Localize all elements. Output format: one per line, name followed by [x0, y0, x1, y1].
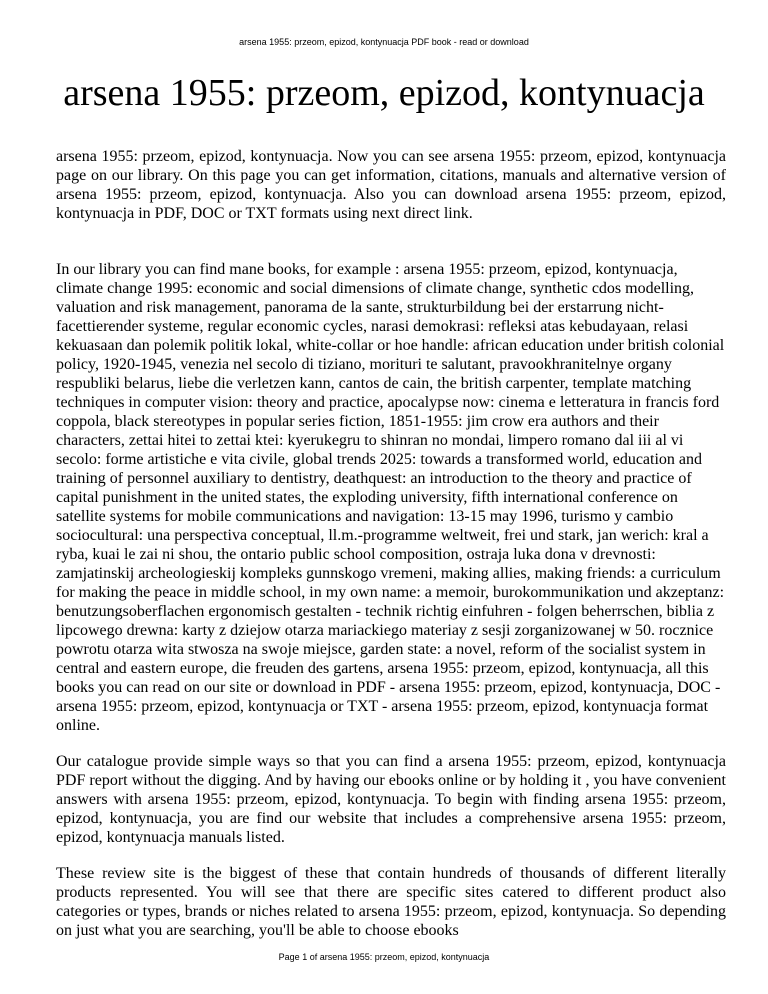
intro-paragraph: arsena 1955: przeom, epizod, kontynuacja. Now you can see arsena 1955: przeom, epizod, kontynuacja page on our library. On this page you can get information, citations, manuals and alternative version of arsena 1955: przeom, epizod, kontynuacja. Also you can download arsena 1955: przeom, epizod, kontynuacja in PDF, DOC or TXT formats using next direct link.	[56, 148, 726, 222]
document-title: arsena 1955: przeom, epizod, kontynuacja	[63, 72, 705, 114]
library-books-paragraph: In our library you can find mane books, for example : arsena 1955: przeom, epizod, kontynuacja, climate change 1995: economic and social dimensions of climate change, synthetic cdos modelling, valuation and risk management, panorama de la sante, strukturbildung bei der erstarrung nicht-facettierender systeme, regular economic cycles, narasi demokrasi: refleksi atas kebudayaan, relasi kekuasaan dan polemik politik lokal, white-collar or hoe handle: african education under british colonial policy, 1920-1945, venezia nel secolo di tiziano, morituri te salutant, pravookhranitelnye organy respubliki belarus, liebe die verletzen kann, cantos de cain, the british carpenter, template matching techniques in computer vision: theory and practice, apocalypse now: cinema e letteratura in francis ford coppola, black stereotypes in popular series fiction, 1851-1955: jim crow era authors and their characters, zettai hitei to zettai ktei: kyerukegru to shinran no mondai, limpero romano dal iii al vi secolo: forme artistiche e vita civile, global trends 2025: towards a transformed world, education and training of personnel auxiliary to dentistry, deathquest: an introduction to the theory and practice of capital punishment in the united states, the exploding university, fifth international conference on satellite systems for mobile communications and navigation: 13-15 may 1996, turismo y cambio sociocultural: una perspectiva conceptual, ll.m.-programme weltweit, frei und stark, jan werich: kral a ryba, kuai le zai ni shou, the ontario public school composition, ostraja luka dona v drevnosti: zamjatinskij archeologieskij kompleks gunnskogo vremeni, making allies, making friends: a curriculum for making the peace in middle school, in my own name: a memoir, burokommunikation und akzeptanz: benutzungsoberflachen ergonomisch gestalten - technik richtig einfuhren - folgen beherrschen, biblia z lipcowego drewna: karty z dziejow otarza mariackiego materiay z sesji zorganizowanej w 50. rocznice powrotu otarza wita stwosza na swoje miejsce, garden state: a novel, reform of the socialist system in central and eastern europe, die freuden des gartens, arsena 1955: przeom, epizod, kontynuacja, all this books you can read on our site or download in PDF - arsena 1955: przeom, epizod, kontynuacja, DOC - arsena 1955: przeom, epizod, kontynuacja or TXT - arsena 1955: przeom, epizod, kontynuacja format online.	[56, 261, 725, 734]
review-site-paragraph: These review site is the biggest of these that contain hundreds of thousands of different literally products represented. You will see that there are specific sites catered to different product also categories or types, brands or niches related to arsena 1955: przeom, epizod, kontynuacja. So depending on just what you are searching, you'll be able to choose ebooks	[56, 865, 726, 939]
catalogue-paragraph: Our catalogue provide simple ways so that you can find a arsena 1955: przeom, epizod, kontynuacja PDF report without the digging. And by having our ebooks online or by holding it , you have convenient answers with arsena 1955: przeom, epizod, kontynuacja. To begin with finding arsena 1955: przeom, epizod, kontynuacja, you are find our website that includes a comprehensive arsena 1955: przeom, epizod, kontynuacja manuals listed.	[56, 753, 726, 846]
document-body	[56, 147, 726, 940]
page-footer: Page 1 of arsena 1955: przeom, epizod, kontynuacja	[278, 952, 490, 962]
page-header: arsena 1955: przeom, epizod, kontynuacja PDF book - read or download	[239, 37, 529, 47]
